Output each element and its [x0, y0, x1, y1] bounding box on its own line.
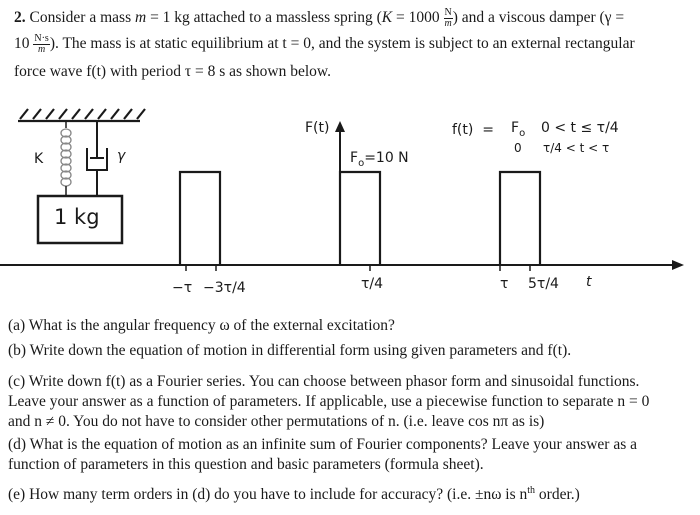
problem-text: ). The mass is at static equilibrium at t = 0, and the system is subject to an external rectangular — [49, 35, 635, 53]
problem-text: 10 — [14, 35, 34, 53]
pulse-2 — [500, 172, 540, 265]
problem-text: = 1 kg attached to a massless spring ( — [146, 9, 382, 27]
question-e-text-end: order.) — [535, 486, 580, 504]
tick-label-tau4: τ/4 — [361, 276, 384, 292]
piece2-value: 0 — [514, 141, 522, 155]
force-axis-arrow — [335, 121, 345, 132]
question-c-line-2: Leave your answer as a function of parameters. If applicable, use a piecewise function to separate n = 0 — [8, 393, 650, 410]
piece1-subscript: o — [519, 127, 526, 139]
question-c-line-3: and n ≠ 0. You do not have to consider other permutations of n. (i.e. leave cos nπ as is) — [8, 413, 545, 430]
question-b: (b) Write down the equation of motion in differential form using given parameters and f(t). — [8, 342, 572, 359]
problem-text: = 1000 — [392, 9, 444, 27]
problem-line-3: force wave f(t) with period τ = 8 s as shown below. — [14, 63, 331, 80]
damper-label: γ — [117, 148, 126, 164]
question-d-line-1: (d) What is the equation of motion as an infinite sum of Fourier components? Leave your answer as a — [8, 436, 638, 453]
unit-denominator: m — [37, 44, 46, 55]
spring — [61, 121, 71, 196]
pulse-train — [180, 172, 540, 265]
tick-label-5tau4: 5τ/4 — [528, 276, 559, 292]
time-axis-arrow — [672, 260, 684, 270]
question-d-line-2: function of parameters in this question and basic parameters (formula sheet). — [8, 456, 484, 473]
force-axis-label: F(t) — [305, 120, 330, 136]
piece2-condition: τ/4 < t < τ — [543, 141, 610, 155]
pulse-0 — [180, 172, 220, 265]
damper — [87, 121, 107, 196]
unit-numerator: N — [444, 7, 452, 18]
question-c-line-1: (c) Write down f(t) as a Fourier series. You can choose between phasor form and sinusoidal functions. — [8, 373, 640, 390]
piece1-condition: 0 < t ≤ τ/4 — [541, 120, 619, 136]
problem-text: ) and a viscous damper (γ = — [452, 9, 625, 27]
ground-hatch — [18, 109, 145, 121]
question-e — [8, 481, 580, 505]
problem-number: 2. — [14, 9, 26, 27]
question-a: (a) What is the angular frequency ω of the external excitation? — [8, 317, 395, 334]
amplitude-subscript: o — [358, 157, 365, 169]
tick-label-tau: τ — [500, 276, 509, 292]
tick-label-neg-3tau4: −3τ/4 — [203, 280, 246, 296]
mass-symbol: m — [134, 9, 147, 27]
piece1-value — [511, 120, 525, 139]
amplitude-label — [350, 150, 409, 169]
amplitude-symbol: F — [350, 150, 359, 166]
pulse-1 — [340, 172, 380, 265]
tick-label-neg-tau: −τ — [172, 280, 193, 296]
unit-numerator: N·s — [34, 33, 49, 44]
question-e-superscript: th — [527, 485, 536, 496]
piece1-symbol: F — [511, 120, 520, 136]
question-e-text: (e) How many term orders in (d) do you have to include for accuracy? (i.e. ±nω is n — [8, 486, 528, 504]
amplitude-value: =10 N — [364, 150, 409, 166]
unit-denominator: m — [444, 18, 452, 29]
tick-label-t: t — [586, 274, 592, 290]
problem-text: Consider a mass — [29, 9, 135, 27]
piecewise-lhs: f(t) = — [452, 122, 494, 138]
mass-label: 1 kg — [54, 205, 100, 229]
spring-symbol: K — [381, 9, 393, 27]
spring-label: K — [34, 151, 44, 167]
